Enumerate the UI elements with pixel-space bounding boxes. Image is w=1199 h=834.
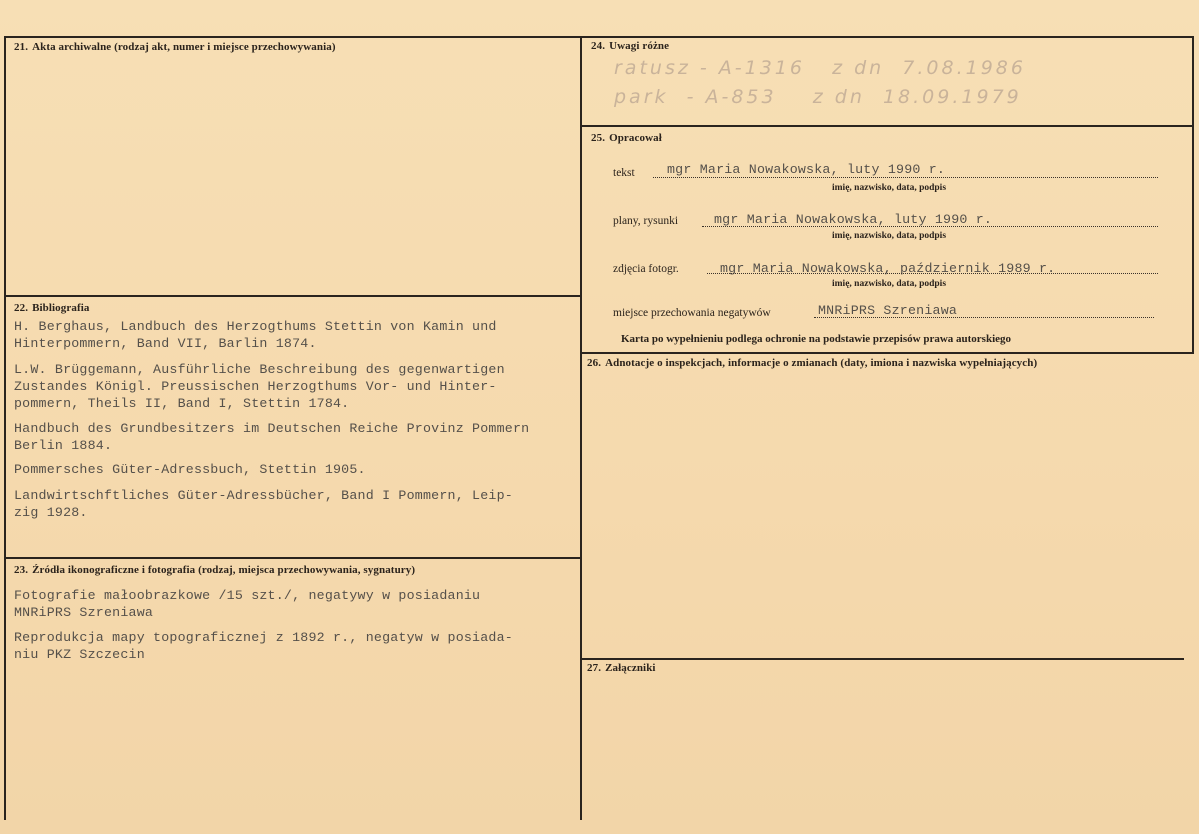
bibliography-entry-3: Handbuch des Grundbesitzers im Deutschen Reiche Provinz Pommern Berlin 1884. — [14, 421, 530, 453]
section-25-number: 25. — [591, 132, 606, 144]
section-27-title: Załączniki — [605, 662, 656, 674]
section-26-number: 26. — [587, 357, 602, 369]
section-21-heading — [14, 41, 336, 53]
tekst-value: mgr Maria Nowakowska, luty 1990 r. — [667, 162, 946, 177]
zdjecia-sublabel: imię, nazwisko, data, podpis — [832, 279, 947, 289]
tekst-label: tekst — [613, 167, 635, 179]
section-26-title: Adnotacje o inspekcjach, informacje o zmianach (daty, imiona i nazwiska wypełniających) — [605, 357, 1038, 369]
section-25-heading — [591, 132, 662, 144]
bibliography-entry-1: H. Berghaus, Landbuch des Herzogthums Stettin von Kamin und Hinterpommern, Band VII, Barlin 1874. — [14, 319, 497, 351]
plany-dotted-line — [702, 226, 1158, 227]
zdjecia-value: mgr Maria Nowakowska, październik 1989 r. — [720, 261, 1056, 276]
section-23-heading — [14, 564, 415, 576]
plany-sublabel: imię, nazwisko, data, podpis — [832, 231, 947, 241]
bibliography-entry-4: Pommersches Güter-Adressbuch, Stettin 1905. — [14, 462, 366, 477]
rule-22-23 — [4, 557, 582, 559]
section-27-number: 27. — [587, 662, 602, 674]
section-24-number: 24. — [591, 40, 606, 52]
copyright-note: Karta po wypełnieniu podlega ochronie na podstawie przepisów prawa autorskiego — [621, 333, 1012, 345]
top-rule — [4, 36, 1194, 38]
negatywy-label: miejsce przechowania negatywów — [613, 307, 771, 319]
negatywy-value: MNRiPRS Szreniawa — [818, 303, 958, 318]
bibliography-entry-5: Landwirtschftliches Güter-Adressbücher, Band I Pommern, Leip- zig 1928. — [14, 488, 513, 520]
section-25-title: Opracował — [609, 132, 662, 144]
section-21-number: 21. — [14, 41, 29, 53]
section-26-heading — [587, 357, 1037, 369]
left-rule — [4, 36, 6, 820]
section-23-number: 23. — [14, 564, 29, 576]
section-22-number: 22. — [14, 302, 29, 314]
bibliography-entry-2: L.W. Brüggemann, Ausführliche Beschreibung des gegenwartigen Zustandes Königl. Preussischen Herzogthums Vor- und Hinter- pommern, Theils II, Band I, Stettin 1784. — [14, 362, 505, 411]
rule-21-22 — [4, 295, 582, 297]
section-24-title: Uwagi różne — [609, 40, 670, 52]
rule-24-25 — [580, 125, 1194, 127]
zdjecia-label: zdjęcia fotogr. — [613, 263, 679, 275]
plany-label: plany, rysunki — [613, 215, 679, 227]
tekst-dotted-line — [653, 177, 1158, 178]
section-22-title: Bibliografia — [32, 302, 90, 314]
section-21-title: Akta archiwalne (rodzaj akt, numer i miejsce przechowywania) — [32, 41, 336, 53]
rule-26-27 — [580, 658, 1184, 660]
handwritten-note-2: park - A-853 z dn 18.09.1979 — [614, 86, 1022, 108]
section-23-title: Źródła ikonograficzne i fotografia (rodzaj, miejsca przechowywania, sygnatury) — [32, 564, 416, 576]
section-22-heading — [14, 302, 90, 314]
section-27-heading — [587, 662, 656, 674]
negatywy-dotted-line — [814, 317, 1154, 318]
tekst-sublabel: imię, nazwisko, data, podpis — [832, 183, 947, 193]
handwritten-note-1: ratusz - A-1316 z dn 7.08.1986 — [614, 57, 1026, 79]
iconography-entry-2: Reprodukcja mapy topograficznej z 1892 r., negatyw w posiada- niu PKZ Szczecin — [14, 630, 513, 662]
iconography-entry-1: Fotografie małoobrazkowe /15 szt./, negatywy w posiadaniu MNRiPRS Szreniawa — [14, 588, 481, 620]
center-rule — [580, 36, 582, 820]
section-24-heading — [591, 40, 669, 52]
zdjecia-dotted-line — [707, 273, 1158, 274]
right-rule — [1192, 36, 1194, 354]
plany-value: mgr Maria Nowakowska, luty 1990 r. — [714, 212, 993, 227]
rule-25-26 — [580, 352, 1194, 354]
